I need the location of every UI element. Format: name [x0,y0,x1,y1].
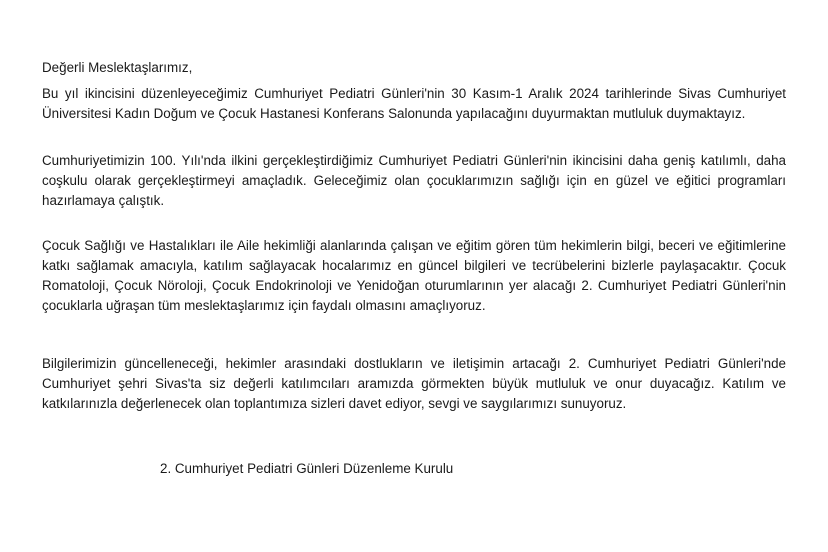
salutation: Değerli Meslektaşlarımız, [42,60,193,75]
paragraph-announcement: Bu yıl ikincisini düzenleyeceğimiz Cumhuriyet Pediatri Günleri'nin 30 Kasım-1 Aralık 2024 tarihlerinde Sivas Cumhuriyet Üniversitesi Kadın Doğum ve Çocuk Hastanesi Konferans Salonunda yapılacağını duyurmaktan mutluluk duymaktayız. [42,86,786,121]
paragraph-invitation: Bilgilerimizin güncelleneceği, hekimler arasındaki dostlukların ve iletişimin artacağı 2. Cumhuriyet Pediatri Günleri'nde Cumhuriyet şehri Sivas'ta siz değerli katılımcıları aramızda görmekten büyük mutluluk ve onur duyacağız. Katılım ve katkılarınızla değerlenecek olan toplantımıza sizleri davet ediyor, sevgi ve saygılarımızı sunuyoruz. [42,356,786,411]
paragraph-history: Cumhuriyetimizin 100. Yılı'nda ilkini gerçekleştirdiğimiz Cumhuriyet Pediatri Günleri'nin ikincisini daha geniş katılımlı, daha coşkulu olarak gerçekleştirmeyi amaçladık. Geleceğimiz olan çocuklarımızın sağlığı için en güzel ve eğitici programları hazırlamaya çalıştık. [42,153,786,208]
paragraph-program: Çocuk Sağlığı ve Hastalıkları ile Aile hekimliği alanlarında çalışan ve eğitim gören tüm hekimlerin bilgi, beceri ve eğitimlerine katkı sağlamak amacıyla, katılım sağlayacak hocalarımız en güncel bilgileri ve tecrübelerini bizlerle paylaşacaktır. Çocuk Romatoloji, Çocuk Nöroloji, Çocuk Endokrinoloji ve Yenidoğan oturumlarının yer alacağı 2. Cumhuriyet Pediatri Günleri'nin çocuklarla uğraşan tüm meslektaşlarımız için faydalı olmasını amaçlıyoruz. [42,238,786,313]
signature: 2. Cumhuriyet Pediatri Günleri Düzenleme Kurulu [160,461,454,476]
